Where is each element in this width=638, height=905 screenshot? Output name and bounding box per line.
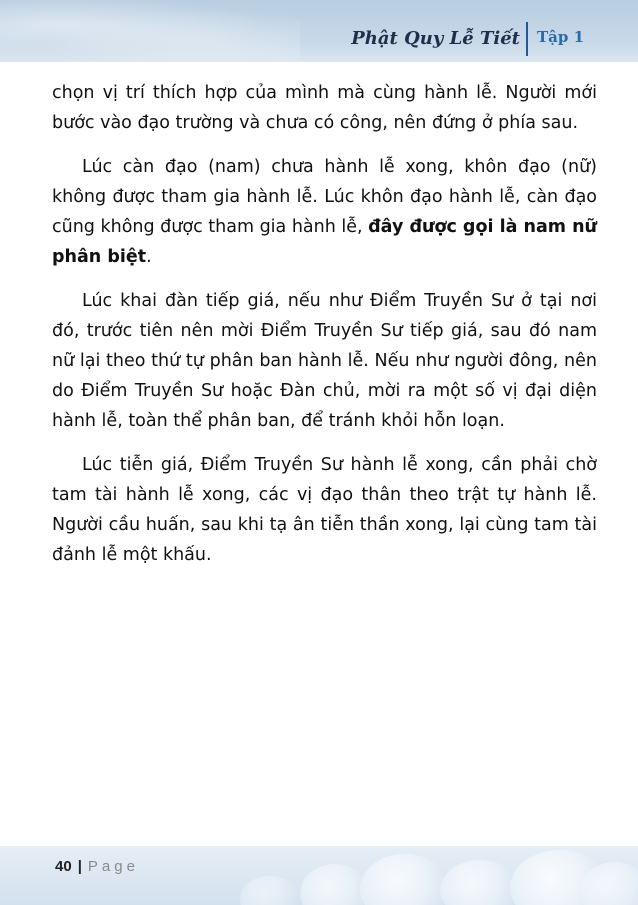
paragraph-1: chọn vị trí thích hợp của mình mà cùng hành lễ. Người mới bước vào đạo trường và chưa có công, nên đứng ở phía sau. [52,83,597,133]
paragraph-2 [52,152,597,272]
paragraph-3: Lúc khai đàn tiếp giá, nếu như Điểm Truyền Sư ở tại nơi đó, trước tiên nên mời Điểm Truyền Sư tiếp giá, sau đó nam nữ lại theo thứ tự phân ban hành lễ. Nếu như người đông, nên do Điểm Truyền Sư hoặc Đàn chủ, mời ra một số vị đại diện hành lễ, toàn thể phân ban, để tránh khỏi hỗn loạn. [52,291,597,431]
paragraph-2-text: Lúc càn đạo (nam) chưa hành lễ xong, khôn đạo (nữ) không được tham gia hành lễ. Lúc khôn đạo hành lễ, càn đạo cũng không được tham gia hành lễ, [52,157,597,237]
page-body [52,78,597,584]
page-footer [55,858,139,875]
paragraph-2-end: . [146,247,152,267]
volume-label: Tập 1 [537,28,585,46]
page-label: Page [87,858,139,875]
paragraph-2-emphasis: đây được gọi là nam nữ phân biệt [52,217,598,267]
footer-separator: | [77,858,82,875]
header-divider [526,22,528,56]
blossom-decoration [240,876,300,905]
blossom-decoration [440,860,520,905]
paragraph-4: Lúc tiễn giá, Điểm Truyền Sư hành lễ xong, cần phải chờ tam tài hành lễ xong, các vị đạo thân theo trật tự hành lễ. Người cầu huấn, sau khi tạ ân tiễn thần xong, lại cùng tam tài đảnh lễ một khấu. [52,455,597,565]
blossom-decoration [360,854,450,905]
footer-band [0,846,638,905]
page-number: 40 [55,858,72,875]
book-title: Phật Quy Lễ Tiết [351,28,520,49]
